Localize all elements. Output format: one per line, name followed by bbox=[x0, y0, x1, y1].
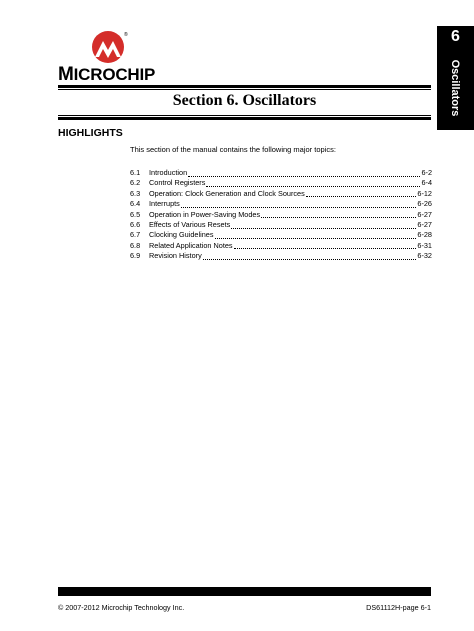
toc-entry[interactable] bbox=[130, 210, 432, 220]
toc-entry-page[interactable]: 6-31 bbox=[417, 240, 432, 250]
microchip-logo-icon bbox=[88, 30, 128, 64]
toc-entry-page[interactable]: 6-4 bbox=[421, 178, 432, 188]
header-rule-top-thin bbox=[58, 89, 431, 90]
toc-entry[interactable] bbox=[130, 251, 432, 261]
title-rule-thin bbox=[58, 115, 431, 116]
microchip-logo bbox=[58, 30, 158, 85]
toc-leader-dots bbox=[206, 180, 420, 187]
toc-entry-title[interactable]: Interrupts bbox=[149, 199, 180, 209]
toc-entry-number: 6.1 bbox=[130, 168, 141, 177]
toc-leader-dots bbox=[203, 253, 417, 260]
toc-entry-title[interactable]: Clocking Guidelines bbox=[149, 230, 214, 240]
section-tab-label: Oscillators bbox=[449, 59, 461, 117]
toc-entry[interactable] bbox=[130, 199, 432, 209]
toc-leader-dots bbox=[261, 211, 416, 218]
toc-entry-title[interactable]: Revision History bbox=[149, 251, 202, 261]
toc-leader-dots bbox=[181, 201, 417, 208]
toc-entry-page[interactable]: 6-32 bbox=[417, 251, 432, 261]
toc-entry-number: 6.5 bbox=[130, 209, 141, 219]
toc-entry-page[interactable]: 6-27 bbox=[417, 219, 432, 229]
toc-entry-page[interactable]: 6-12 bbox=[417, 188, 432, 198]
toc-leader-dots bbox=[231, 222, 416, 229]
section-tab bbox=[437, 26, 474, 130]
page-title: Section 6. Oscillators bbox=[172, 92, 317, 109]
toc-entry-page[interactable]: 6-27 bbox=[417, 209, 432, 219]
toc-leader-dots bbox=[234, 242, 417, 249]
footer-bar bbox=[58, 587, 431, 596]
toc-entry-page[interactable]: 6-2 bbox=[421, 168, 432, 177]
trademark-mark: ® bbox=[124, 32, 128, 38]
toc-entry[interactable] bbox=[130, 241, 432, 251]
toc-leader-dots bbox=[215, 232, 417, 239]
toc-entry[interactable] bbox=[130, 189, 432, 199]
toc-entry-number: 6.7 bbox=[130, 230, 141, 240]
toc-entry[interactable] bbox=[130, 168, 432, 178]
section-tab-number: 6 bbox=[451, 28, 460, 45]
toc-entry-page[interactable]: 6-28 bbox=[417, 230, 432, 240]
toc-entry-title[interactable]: Operation: Clock Generation and Clock Sources bbox=[149, 188, 305, 198]
footer-page-ref: DS61112H-page 6-1 bbox=[366, 603, 431, 612]
toc-leader-dots bbox=[188, 170, 420, 177]
title-rule-thick bbox=[58, 117, 431, 120]
toc-entry[interactable] bbox=[130, 230, 432, 240]
microchip-wordmark: MICROCHIP bbox=[58, 64, 156, 85]
header-rule-top bbox=[58, 85, 431, 88]
toc-entry-number: 6.2 bbox=[130, 178, 141, 188]
toc-entry-number: 6.3 bbox=[130, 188, 141, 198]
toc-entry-number: 6.8 bbox=[130, 240, 141, 250]
toc-entry[interactable] bbox=[130, 178, 432, 188]
highlights-intro: This section of the manual contains the following major topics: bbox=[130, 145, 336, 154]
toc-entry-number: 6.6 bbox=[130, 219, 141, 229]
toc-entry-title[interactable]: Introduction bbox=[149, 168, 188, 177]
table-of-contents bbox=[130, 168, 432, 262]
toc-entry[interactable] bbox=[130, 220, 432, 230]
toc-entry-page[interactable]: 6-26 bbox=[417, 199, 432, 209]
toc-entry-title[interactable]: Operation in Power-Saving Modes bbox=[149, 209, 261, 219]
toc-entry-number: 6.4 bbox=[130, 199, 141, 209]
toc-entry-title[interactable]: Control Registers bbox=[149, 178, 206, 188]
toc-entry-title[interactable]: Effects of Various Resets bbox=[149, 219, 231, 229]
footer-copyright: © 2007-2012 Microchip Technology Inc. bbox=[58, 603, 185, 612]
highlights-heading: HIGHLIGHTS bbox=[58, 127, 123, 139]
toc-entry-title[interactable]: Related Application Notes bbox=[149, 240, 233, 250]
toc-entry-number: 6.9 bbox=[130, 251, 141, 261]
toc-leader-dots bbox=[306, 190, 417, 197]
